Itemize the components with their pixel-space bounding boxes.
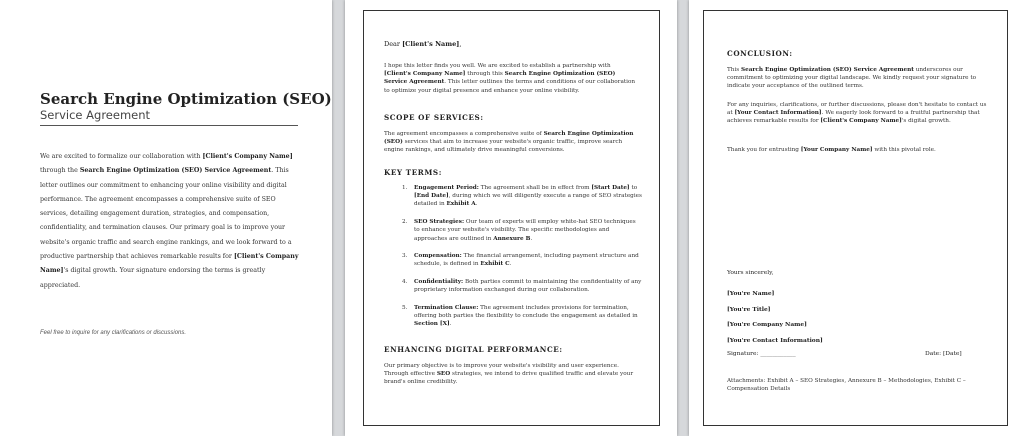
attachments-note: Attachments: Exhibit A – SEO Strategies, Annexure B – Methodologies, Exhibit C – Compensation Details [727,378,966,393]
scope-paragraph: The agreement encompasses a comprehensive suite of Search Engine Optimization (SEO) services that aim to increase your website's organic traffic, improve search engine rankings, and ultimately drive meaningful conversions. [384,131,634,154]
key-terms-list [402,184,642,338]
page-cover [0,0,332,436]
signature-line: Signature: ____________ [727,351,796,357]
performance-heading: ENHANCING DIGITAL PERFORMANCE: [384,345,563,354]
thanks-paragraph: Thank you for entrusting [Your Company Name] with this pivotal role. [727,147,936,153]
document-subtitle: Service Agreement [40,108,151,122]
closing-salutation: Yours sincerely, [727,270,774,276]
opening-paragraph: I hope this letter finds you well. We are excited to establish a partnership with [Client's Company Name] through this Search Engine Optimization (SEO) Service Agreement. This letter outlines the terms and conditions of our collaboration to optimize your digital presence and enhance your online visibility. [384,63,636,94]
signer-title: [You're Title] [727,306,771,313]
inquiries-paragraph: For any inquiries, clarifications, or further discussions, please don't hesitate to contact us at [Your Contact Information]. We eagerly look forward to a fruitful partnership that achieves remarkable results for [Client's Company Name]'s digital growth. [727,102,987,125]
inquiry-note: Feel free to inquire for any clarifications or discussions. [40,330,187,336]
signer-name: [You're Name] [727,290,775,297]
term-item-engagement-period: 1. Engagement Period: The agreement shall be in effect from [Start Date] to [End Date], during which we will diligently execute a range of SEO strategies detailed in Exhibit A. [402,185,642,208]
key-terms-heading: KEY TERMS: [384,168,442,177]
conclusion-heading: CONCLUSION: [727,49,793,58]
date-line: Date: [Date] [925,351,962,357]
term-item-compensation: 3. Compensation: The financial arrangement, including payment structure and schedule, is defined in Exhibit C. [402,253,639,268]
title-divider [40,125,298,126]
signer-company: [You're Company Name] [727,321,807,328]
term-item-seo-strategies: 2. SEO Strategies: Our team of experts will employ white-hat SEO techniques to enhance your website's visibility. The specific methodologies and approaches are outlined in Annexure B. [402,219,636,242]
document-title: Search Engine Optimization (SEO) [40,90,332,108]
conclusion-paragraph: This Search Engine Optimization (SEO) Service Agreement underscores our commitment to optimizing your digital landscape. We kindly request your signature to indicate your acceptance of the outlined terms. [727,67,977,90]
intro-paragraph: We are excited to formalize our collaboration with [Client's Company Name] through the Search Engine Optimization (SEO) Service Agreement. This letter outlines our commitment to enhancing your online visibility and digital performance. The agreement encompasses a comprehensive suite of SEO services, detailing engagement duration, strategies, and compensation, confidentiality, and termination clauses. Our primary goal is to improve your website's organic traffic and search engine rankings, and we look forward to a productive partnership that achieves remarkable results for [Client's Company Name]'s digital growth. Your signature endorsing the terms is greatly appreciated. [40,153,299,289]
signer-contact: [You're Contact Information] [727,337,823,344]
scope-heading: SCOPE OF SERVICES: [384,113,484,122]
letter-greeting: Dear [Client's Name], [384,40,462,48]
term-item-confidentiality: 4. Confidentiality: Both parties commit to maintaining the confidentiality of any proprietary information exchanged during our collaboration. [402,279,642,294]
performance-paragraph: Our primary objective is to improve your website's visibility and user experience. Through effective SEO strategies, we intend to drive qualified traffic and elevate your brand's online credibility. [384,363,634,386]
term-item-termination-clause: 5. Termination Clause: The agreement includes provisions for termination, offering both parties the flexibility to conclude the engagement as detailed in Section [X]. [402,305,638,328]
